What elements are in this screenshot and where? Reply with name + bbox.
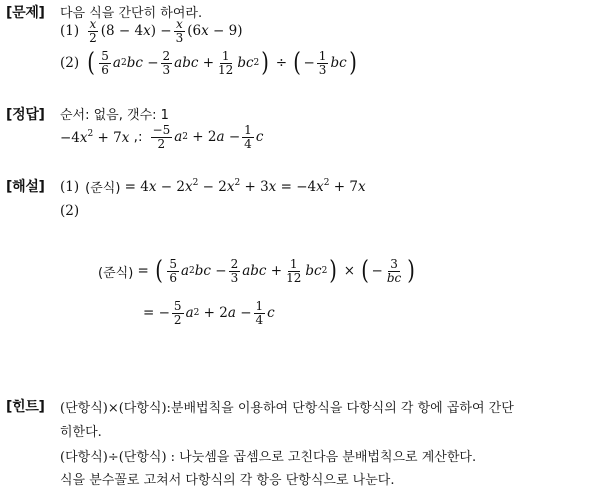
answer-separator: ,: (133, 129, 143, 146)
fraction: $\frac{2}{3}$ (230, 257, 239, 285)
fraction: $\frac{5}{6}$ (169, 257, 177, 285)
problem-instruction: 다음 식을 간단히 하여라. (60, 6, 203, 21)
hint-line-2: 히한다. (60, 425, 102, 440)
solution-item-2-number: (2) (60, 203, 80, 219)
fraction: $\frac{1}{4}$ (255, 299, 264, 327)
problem-item-2: (2) ( $\frac{5}{6}$ a 2 bc − $\frac{2}{3}$ abc + $\frac{1}{12}$ bc 2 ) ÷ ( − $\frac{1}{3}$ bc ) (60, 48, 357, 79)
fraction: $\frac{2}{3}$ (162, 49, 171, 77)
solution-item-2-line-1: (준식) = ( $\frac{5}{6}$ a 2 bc − $\frac{2}{3}$ abc + $\frac{1}{12}$ bc 2 ) × ( − $\frac{3}{bc}$ ) (98, 256, 416, 287)
problem-item-1: (1) $\frac{x}{2}$ (8 − 4x) − $\frac{x}{3}$ (6x − 9) (60, 17, 243, 45)
fraction: $\frac{1}{4}$ (244, 123, 252, 151)
fraction: $\frac{-5}{2}$ (152, 123, 171, 151)
solution-item-1: (1) (준식) = $4x - 2x^2 - 2x^2 + 3x = -4x^2 + 7x$ (60, 178, 366, 196)
answer-line-1: 순서: 없음, 갯수: 1 (60, 108, 169, 123)
fraction: $\frac{5}{2}$ (173, 299, 182, 327)
answer-label: [정답] (6, 107, 45, 123)
fraction: $\frac{1}{12}$ (218, 49, 234, 77)
item-number: (2) (60, 55, 80, 72)
item-number: (1) (60, 23, 80, 40)
hint-label: [힌트] (6, 399, 45, 415)
fraction: $\frac{5}{6}$ (101, 49, 109, 77)
fraction: $\frac{1}{3}$ (318, 49, 327, 77)
answer-line-2: $-4x^2 + 7x$ ,: $\frac{-5}{2}$ a 2 + 2a − $\frac{1}{4}$ c (60, 123, 264, 151)
fraction: $\frac{3}{bc}$ (386, 257, 402, 285)
solution-item-2-line-2: = − $\frac{5}{2}$ a 2 + 2a − $\frac{1}{4}$ c (143, 299, 275, 327)
item-number: (1) (60, 178, 80, 195)
hint-line-1: (단항식)×(다항식):분배법칙을 이용하여 단항식을 다항식의 각 항에 곱하여 간단 (60, 401, 514, 416)
hint-line-3: (다항식)÷(단항식) : 나눗셈을 곱셈으로 고친다음 분배법칙으로 계산한다. (60, 450, 477, 465)
fraction: $\frac{x}{2}$ (89, 17, 97, 45)
fraction: $\frac{x}{3}$ (175, 17, 184, 45)
solution-label: [해설] (6, 179, 45, 195)
hint-line-4: 식을 분수꼴로 고쳐서 다항식의 각 항응 단항식으로 나눈다. (60, 473, 395, 488)
fraction: $\frac{1}{12}$ (286, 257, 302, 285)
problem-label: [문제] (6, 5, 45, 21)
